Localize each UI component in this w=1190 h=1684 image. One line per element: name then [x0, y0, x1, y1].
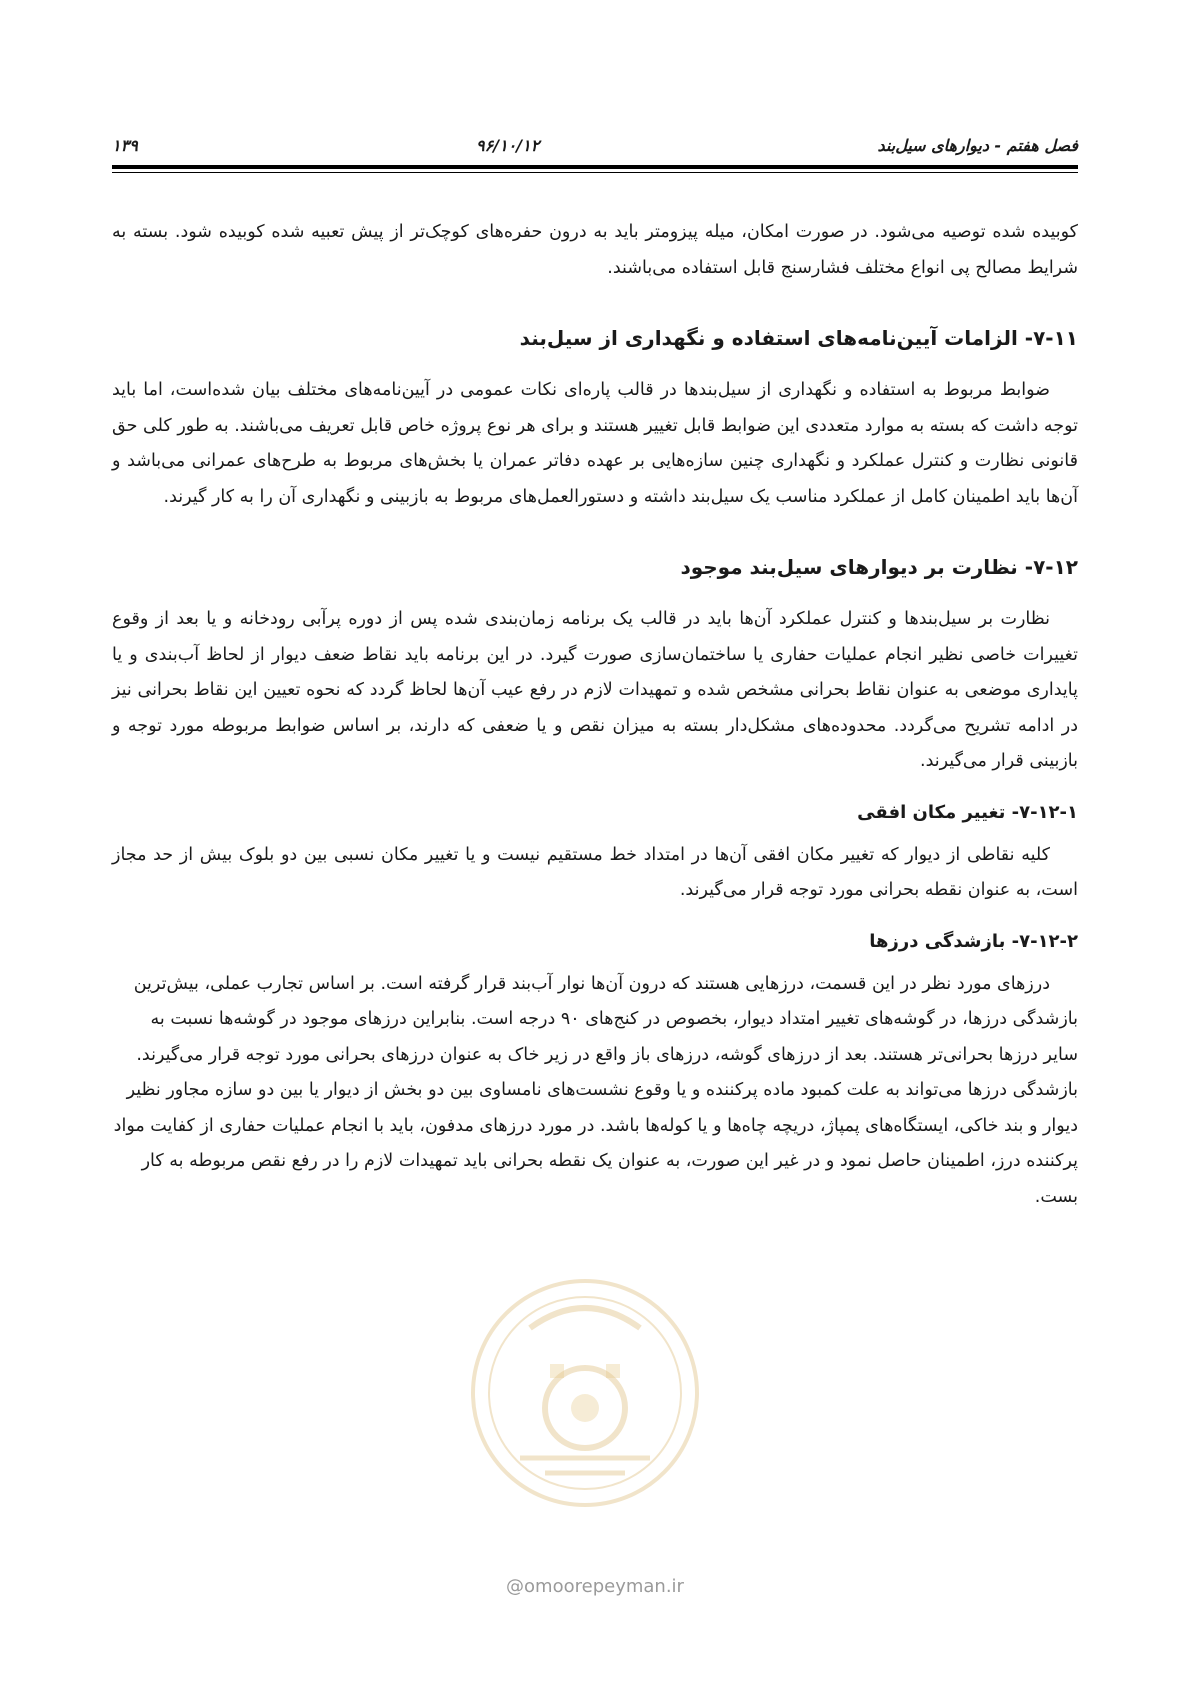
page-number: ۱۳۹: [112, 135, 138, 155]
paragraph-piezometer: کوبیده شده توصیه می‌شود. در صورت امکان، میله پیزومتر باید به درون حفره‌های کوچک‌تر از پیش تعبیه شده کوبیده شود. بسته به شرایط مصالح پی انواع مختلف فشارسنج قابل استفاده می‌باشند.: [112, 222, 1078, 278]
paragraph-horizontal-displacement: کلیه نقاطی از دیوار که تغییر مکان افقی آن‌ها در امتداد خط مستقیم نیست و یا تغییر مکان نسبی بین دو بلوک بیش از حد مجاز است، به عنوان نقطه بحرانی مورد توجه قرار می‌گیرند.: [112, 844, 1078, 900]
subsection-heading-7-12-1: ۷-۱۲-۱- تغییر مکان افقی: [857, 801, 1078, 823]
body-content: [112, 215, 1078, 1215]
subsection-heading-7-12-2: ۷-۱۲-۲- بازشدگی درزها: [869, 930, 1078, 952]
paragraph-regulations: ضوابط مربوط به استفاده و نگهداری از سیل‌بندها در قالب پاره‌ای نکات عمومی در آیین‌نامه‌های مختلف بیان شده‌است، اما باید توجه داشت که بسته به موارد متعددی این ضوابط قابل تغییر هستند و برای هر نوع پروژه خاص قابل تعریف می‌باشند. به طور کلی حق قانونی نظارت و کنترل عملکرد و نگهداری چنین سازه‌هایی بر عهده دفاتر عمران یا بخش‌های مربوط به طرح‌های عمرانی می‌باشد و آن‌ها باید اطمینان کامل از عملکرد مناسب یک سیل‌بند داشته و دستورالعمل‌های مربوط به بازبینی و نگهداری آن را به کار گیرند.: [112, 380, 1078, 507]
watermark-url: @omoorepeyman.ir: [506, 1576, 684, 1597]
section-heading-7-12: ۷-۱۲- نظارت بر دیوارهای سیل‌بند موجود: [680, 555, 1078, 579]
header-rule-thin: [112, 172, 1078, 173]
header-rule-thick: [112, 165, 1078, 169]
header-date: ۹۶/۱۰/۱۲: [476, 135, 540, 155]
chapter-title: فصل هفتم - دیوارهای سیل‌بند: [877, 135, 1078, 155]
paragraph-joint-opening: درزهای مورد نظر در این قسمت، درزهایی هستند که درون آن‌ها نوار آب‌بند قرار گرفته است. بر اساس تجارب عملی، بیش‌ترین بازشدگی درزها، در گوشه‌های تغییر امتداد دیوار، بخصوص در کنج‌های ۹۰ درجه است. بنابراین درزهای موجود در گوشه‌ها نسبت به سایر درزها بحرانی‌تر هستند. بعد از درزهای گوشه، درزهای باز واقع در زیر خاک به عنوان درزهای بحرانی مورد توجه قرار می‌گیرند. بازشدگی درزها می‌تواند به علت کمبود ماده پرکننده و یا وقوع نشست‌های نامساوی بین دو بخش از دیوار یا بین دو سازه مجاور نظیر دیوار و بند خاکی، ایستگاه‌های پمپاژ، دریچه چاه‌ها و یا کوله‌ها باشد. در مورد درزهای مدفون، باید با انجام عملیات حفاری از کفایت مواد پرکننده درز، اطمینان حاصل نمود و در غیر این صورت، به عنوان یک نقطه بحرانی باید تمهیدات لازم را در رفع نقص مربوطه به کار بست.: [113, 973, 1078, 1207]
section-heading-7-11: ۷-۱۱- الزامات آیین‌نامه‌های استفاده و نگهداری از سیل‌بند: [519, 326, 1078, 350]
paragraph-supervision: نظارت بر سیل‌بندها و کنترل عملکرد آن‌ها باید در قالب یک برنامه زمان‌بندی شده پس از دوره پرآبی رودخانه و یا بعد از وقوع تغییرات خاصی نظیر انجام عملیات حفاری یا ساختمان‌سازی صورت گیرد. در این برنامه باید نقاط ضعف دیوار از لحاظ آب‌بندی و یا پایداری موضعی به عنوان نقاط بحرانی مشخص شده و تمهیدات لازم در رفع عیب آن‌ها لحاظ گردد که نحوه تعیین این نقاط بحرانی نیز در ادامه تشریح می‌گردد. محدوده‌های مشکل‌دار بسته به میزان نقص و یا ضعفی که دارند، بر اساس ضوابط مربوطه مورد توجه و بازبینی قرار می‌گیرند.: [112, 609, 1078, 771]
watermark-seal-icon: [460, 1268, 710, 1518]
page-header: [112, 128, 1078, 162]
